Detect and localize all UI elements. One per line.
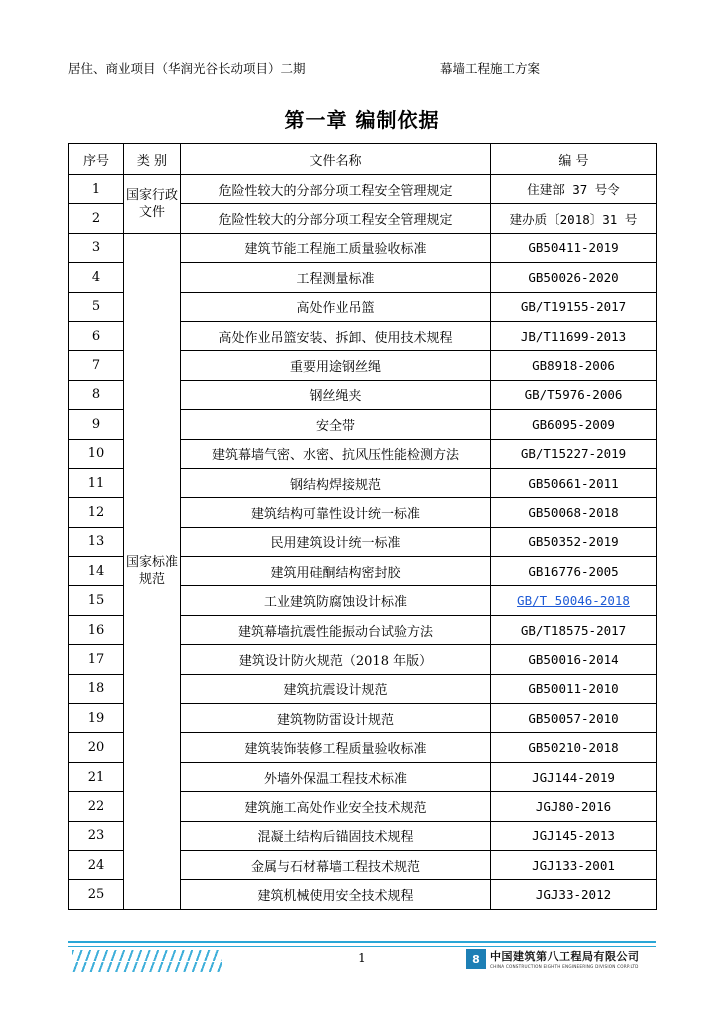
row-index: 13 [69, 527, 124, 556]
document-name: 建筑物防雷设计规范 [181, 704, 491, 733]
document-code: JGJ144-2019 [491, 762, 657, 791]
document-code: GB/T15227-2019 [491, 439, 657, 468]
row-index: 22 [69, 792, 124, 821]
table-row [69, 233, 657, 262]
column-header-document-name: 文件名称 [181, 144, 491, 175]
document-code-link[interactable]: GB/T 50046-2018 [517, 593, 630, 609]
document-name: 建筑节能工程施工质量验收标准 [181, 233, 491, 262]
document-name: 建筑结构可靠性设计统一标准 [181, 498, 491, 527]
document-name: 工程测量标准 [181, 263, 491, 292]
document-name: 建筑设计防火规范（2018 年版） [181, 645, 491, 674]
document-name: 建筑装饰装修工程质量验收标准 [181, 733, 491, 762]
document-code: 住建部 37 号令 [491, 175, 657, 204]
table-body [69, 175, 657, 910]
footer-rule-thin [68, 946, 656, 947]
column-header-category: 类 别 [124, 144, 181, 175]
document-code: GB50068-2018 [491, 498, 657, 527]
document-name: 混凝土结构后锚固技术规程 [181, 821, 491, 850]
document-name: 建筑机械使用安全技术规程 [181, 880, 491, 909]
row-index: 17 [69, 645, 124, 674]
table-header-row [69, 144, 657, 175]
row-index: 11 [69, 468, 124, 497]
company-name-english: CHINA CONSTRUCTION EIGHTH ENGINEERING DIVISION CORP.LTD [490, 964, 639, 969]
document-name: 建筑用硅酮结构密封胶 [181, 557, 491, 586]
row-index: 9 [69, 410, 124, 439]
footer-rule [68, 941, 656, 943]
document-name: 高处作业吊篮安装、拆卸、使用技术规程 [181, 321, 491, 350]
document-code: JGJ145-2013 [491, 821, 657, 850]
document-name: 外墙外保温工程技术标准 [181, 762, 491, 791]
row-index: 10 [69, 439, 124, 468]
document-code: GB16776-2005 [491, 557, 657, 586]
page-number: 1 [358, 951, 366, 965]
row-index: 2 [69, 204, 124, 233]
document-code: GB/T19155-2017 [491, 292, 657, 321]
row-index: 4 [69, 263, 124, 292]
row-index: 18 [69, 674, 124, 703]
document-code: JGJ80-2016 [491, 792, 657, 821]
company-name: 中国建筑第八工程局有限公司 [490, 950, 640, 963]
row-index: 14 [69, 557, 124, 586]
document-code: GB/T18575-2017 [491, 615, 657, 644]
document-name: 危险性较大的分部分项工程安全管理规定 [181, 175, 491, 204]
basis-documents-table [68, 143, 657, 910]
document-code: GB8918-2006 [491, 351, 657, 380]
row-index: 3 [69, 233, 124, 262]
document-name: 安全带 [181, 410, 491, 439]
document-name: 金属与石材幕墙工程技术规范 [181, 850, 491, 879]
document-code: GB/T5976-2006 [491, 380, 657, 409]
row-index: 12 [69, 498, 124, 527]
column-header-code: 编 号 [491, 144, 657, 175]
document-name: 危险性较大的分部分项工程安全管理规定 [181, 204, 491, 233]
document-name: 建筑施工高处作业安全技术规范 [181, 792, 491, 821]
row-index: 8 [69, 380, 124, 409]
row-index: 16 [69, 615, 124, 644]
document-name: 高处作业吊篮 [181, 292, 491, 321]
document-code: JB/T11699-2013 [491, 321, 657, 350]
document-code: GB50016-2014 [491, 645, 657, 674]
row-index: 15 [69, 586, 124, 615]
table-row [69, 175, 657, 204]
document-name: 钢丝绳夹 [181, 380, 491, 409]
document-code: JGJ133-2001 [491, 850, 657, 879]
document-name: 民用建筑设计统一标准 [181, 527, 491, 556]
header-document-name: 幕墙工程施工方案 [440, 61, 541, 76]
document-code: GB50210-2018 [491, 733, 657, 762]
row-index: 5 [69, 292, 124, 321]
document-name: 建筑抗震设计规范 [181, 674, 491, 703]
document-code: GB50661-2011 [491, 468, 657, 497]
row-index: 7 [69, 351, 124, 380]
chapter-title: 第一章 编制依据 [284, 108, 440, 132]
document-code: GB50026-2020 [491, 263, 657, 292]
category-cell-gov: 国家行政文件 [124, 175, 181, 234]
row-index: 20 [69, 733, 124, 762]
document-code-cell[interactable] [491, 586, 657, 615]
row-index: 21 [69, 762, 124, 791]
row-index: 25 [69, 880, 124, 909]
document-name: 工业建筑防腐蚀设计标准 [181, 586, 491, 615]
document-name: 重要用途钢丝绳 [181, 351, 491, 380]
document-code: GB50352-2019 [491, 527, 657, 556]
document-code: GB50057-2010 [491, 704, 657, 733]
column-header-index: 序号 [69, 144, 124, 175]
document-code: 建办质〔2018〕31 号 [491, 204, 657, 233]
row-index: 24 [69, 850, 124, 879]
row-index: 6 [69, 321, 124, 350]
document-code: GB50011-2010 [491, 674, 657, 703]
document-name: 建筑幕墙抗震性能振动台试验方法 [181, 615, 491, 644]
row-index: 23 [69, 821, 124, 850]
row-index: 19 [69, 704, 124, 733]
document-name: 建筑幕墙气密、水密、抗风压性能检测方法 [181, 439, 491, 468]
row-index: 1 [69, 175, 124, 204]
header-project-name: 居住、商业项目（华润光谷长动项目）二期 [68, 61, 306, 76]
page-header [68, 59, 658, 79]
category-cell-std: 国家标准规范 [124, 233, 181, 909]
document-code: GB6095-2009 [491, 410, 657, 439]
document-code: JGJ33-2012 [491, 880, 657, 909]
document-name: 钢结构焊接规范 [181, 468, 491, 497]
company-logo-icon: 8 [466, 949, 486, 969]
document-code: GB50411-2019 [491, 233, 657, 262]
